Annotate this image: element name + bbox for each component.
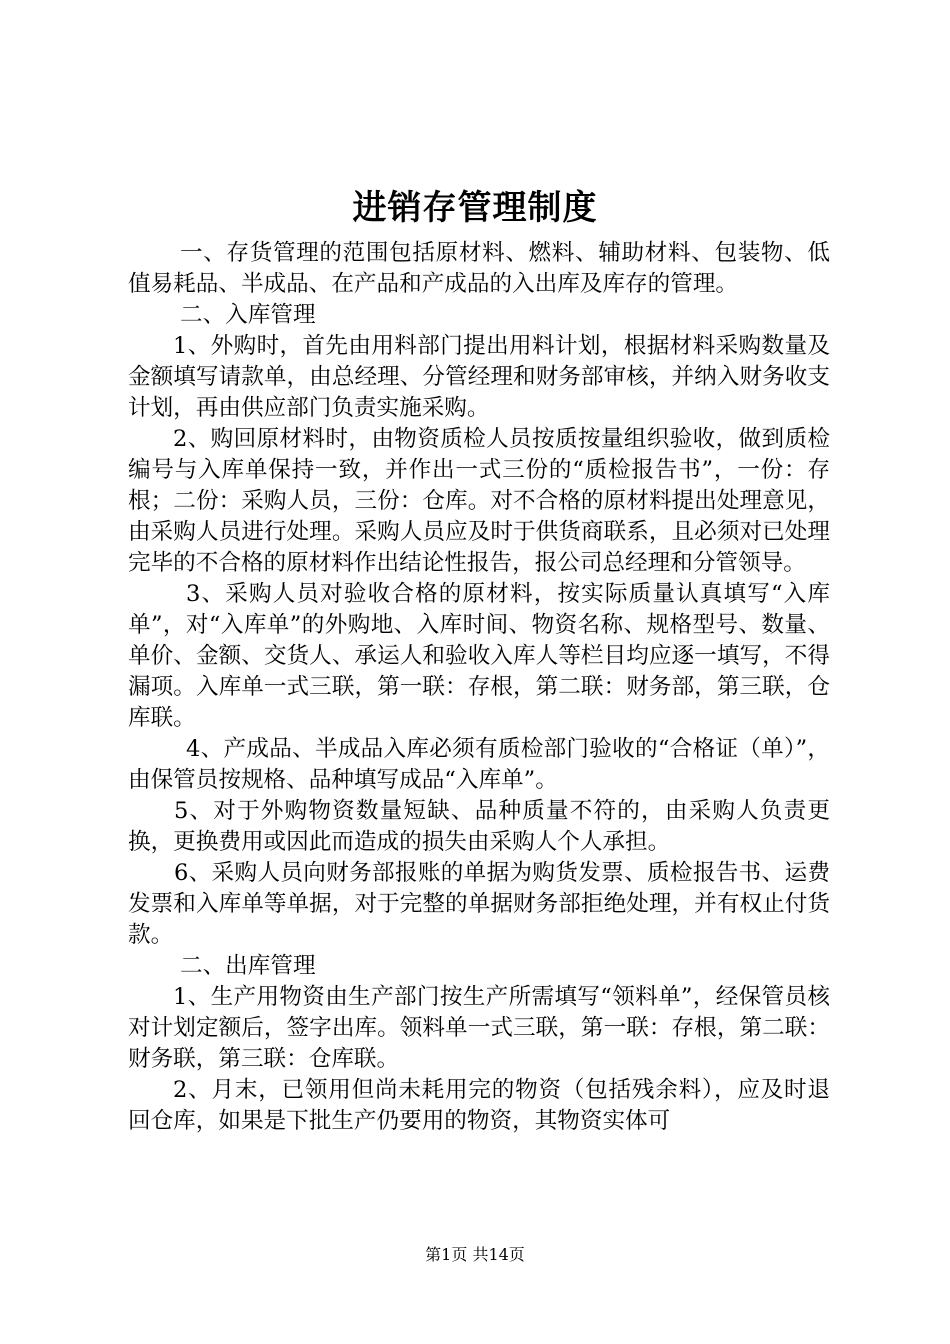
paragraph-inventory-scope: 一、存货管理的范围包括原材料、燃料、辅助材料、包装物、低值易耗品、半成品、在产品和产成品的入出库及库存的管理。 — [128, 240, 830, 297]
page-number-footer: 第1页 共14页 — [425, 1245, 525, 1264]
heading-inbound-management: 二、入库管理 — [180, 302, 316, 328]
document-body — [128, 238, 830, 1137]
paragraph-outbound-1: 1、生产用物资由生产部门按生产所需填写“领料单”，经保管员核对计划定额后，签字出库。领料单一式三联，第一联：存根，第二联：财务联，第三联：仓库联。 — [128, 984, 830, 1072]
page-title: 进销存管理制度 — [352, 188, 598, 228]
heading-outbound-management: 二、出库管理 — [180, 953, 316, 979]
paragraph-inbound-6: 6、采购人员向财务部报账的单据为购货发票、质检报告书、运费发票和入库单等单据，对于完整的单据财务部拒绝处理，并有权止付货款。 — [128, 860, 830, 948]
paragraph-inbound-4: 4、产成品、半成品入库必须有质检部门验收的“合格证（单）”，由保管员按规格、品种填写成品“入库单”。 — [128, 736, 830, 793]
paragraph-inbound-1: 1、外购时，首先由用料部门提出用料计划，根据材料采购数量及金额填写请款单，由总经理、分管经理和财务部审核，并纳入财务收支计划，再由供应部门负责实施采购。 — [128, 333, 830, 421]
paragraph-inbound-5: 5、对于外购物资数量短缺、品种质量不符的，由采购人负责更换，更换费用或因此而造成的损失由采购人个人承担。 — [128, 798, 830, 855]
paragraph-inbound-2: 2、购回原材料时，由物资质检人员按质按量组织验收，做到质检编号与入库单保持一致，并作出一式三份的“质检报告书”，一份：存根；二份：采购人员，三份：仓库。对不合格的原材料提出处理意见，由采购人员进行处理。采购人员应及时于供货商联系，且必须对已处理完毕的不合格的原材料作出结论性报告，报公司总经理和分管领导。 — [128, 426, 830, 576]
paragraph-outbound-2: 2、月末，已领用但尚未耗用完的物资（包括残余料），应及时退回仓库，如果是下批生产仍要用的物资，其物资实体可 — [128, 1077, 830, 1134]
paragraph-inbound-3: 3、采购人员对验收合格的原材料，按实际质量认真填写“入库单”，对“入库单”的外购地、入库时间、物资名称、规格型号、数量、单价、金额、交货人、承运人和验收入库人等栏目均应逐一填写，不得漏项。入库单一式三联，第一联：存根，第二联：财务部，第三联，仓库联。 — [128, 581, 830, 731]
